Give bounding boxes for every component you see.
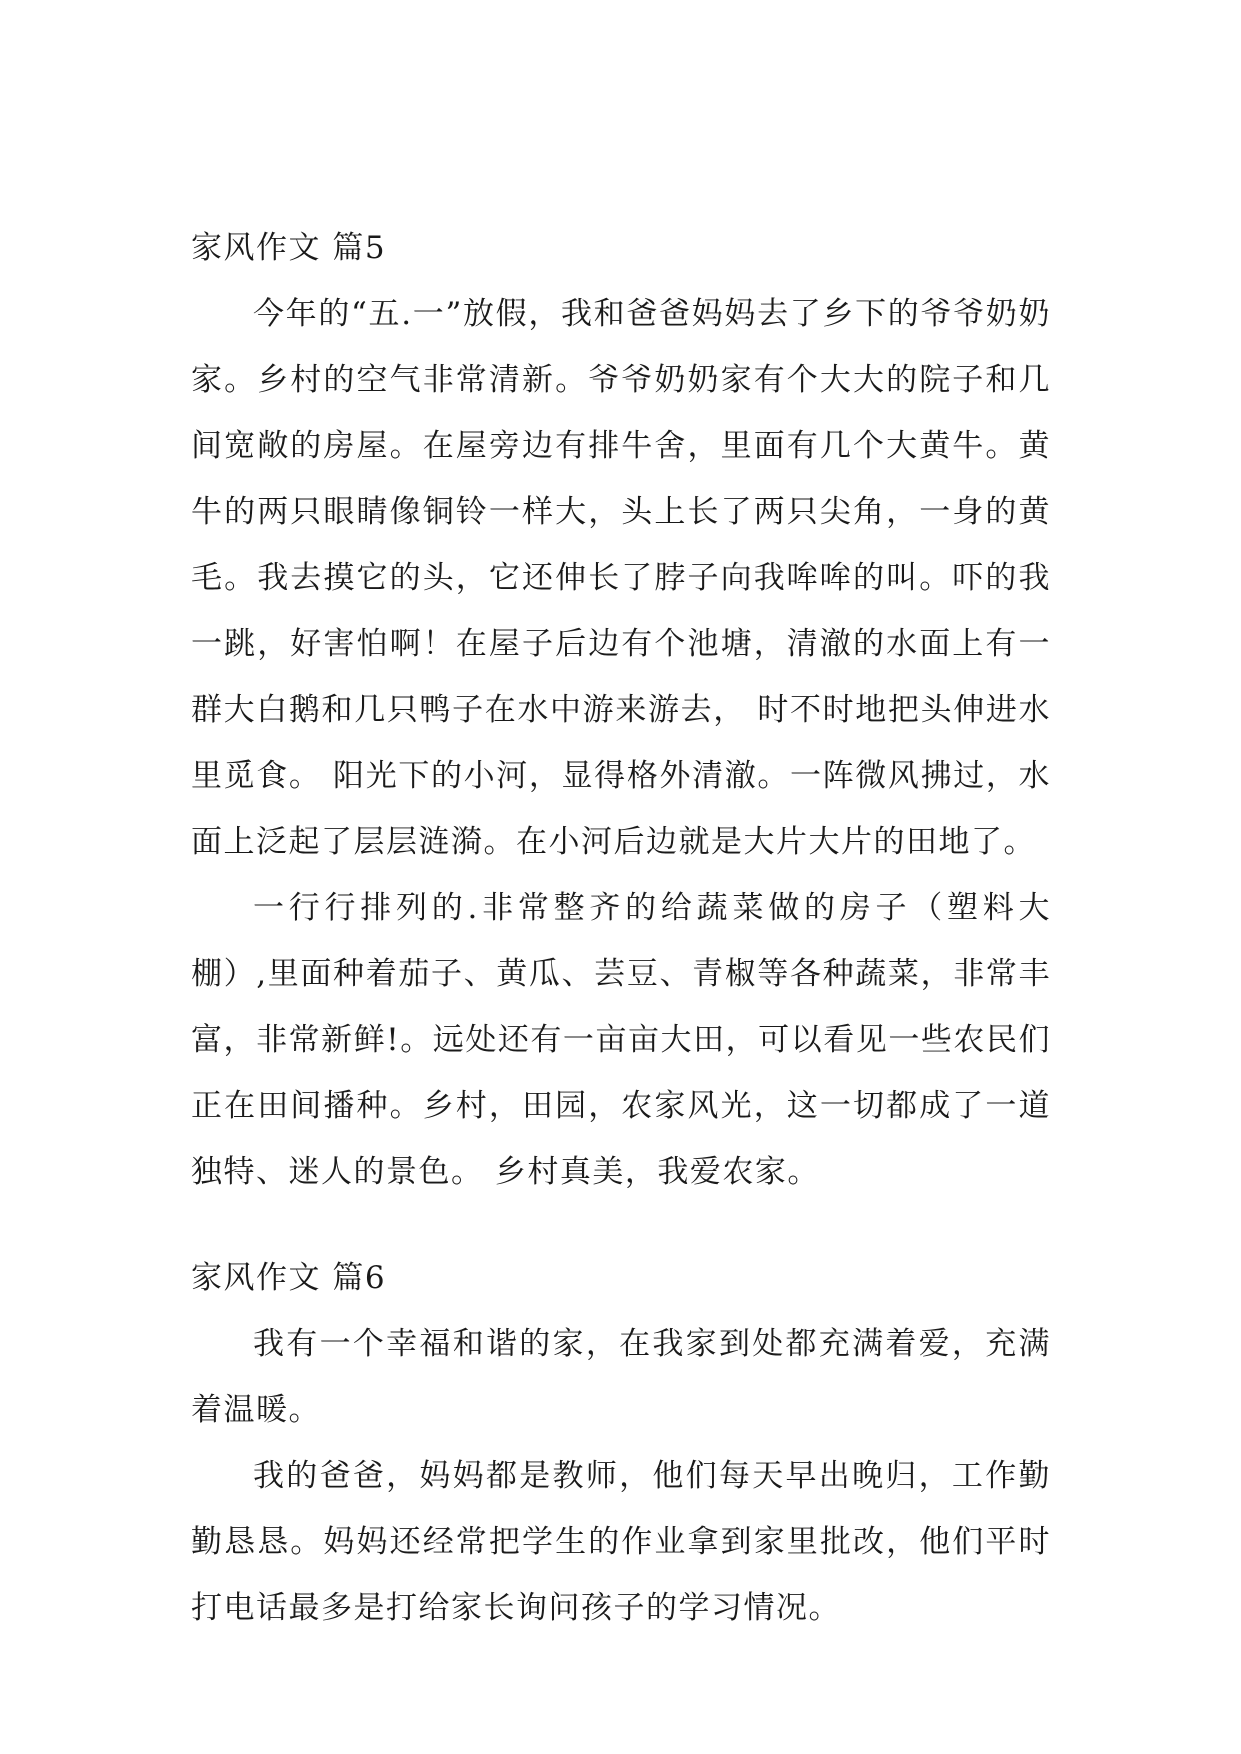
section-title: 家风作文 篇6 — [191, 1260, 387, 1296]
paragraph: 一行行排列的.非常整齐的给蔬菜做的房子（塑料大棚）,里面种着茄子、黄瓜、芸豆、青椒等各种蔬菜，非常丰富，非常新鲜!。远处还有一亩亩大田，可以看见一些农民们正在田间播种。乡村，田园，农家风光，这一切都成了一道独特、迷人的景色。 乡村真美，我爱农家。 — [191, 890, 1051, 1190]
section-title: 家风作文 篇5 — [191, 230, 387, 266]
essay-section-5 — [191, 215, 1051, 1205]
document-body — [191, 215, 1051, 1641]
essay-section-6 — [191, 1245, 1051, 1641]
paragraph: 我有一个幸福和谐的家，在我家到处都充满着爱，充满着温暖。 — [191, 1326, 1051, 1428]
paragraph: 我的爸爸，妈妈都是教师，他们每天早出晚归，工作勤勤恳恳。妈妈还经常把学生的作业拿到家里批改，他们平时打电话最多是打给家长询问孩子的学习情况。 — [191, 1458, 1051, 1626]
paragraph: 今年的“五.一”放假，我和爸爸妈妈去了乡下的爷爷奶奶家。乡村的空气非常清新。爷爷奶奶家有个大大的院子和几间宽敞的房屋。在屋旁边有排牛舍，里面有几个大黄牛。黄牛的两只眼睛像铜铃一样大，头上长了两只尖角，一身的黄毛。我去摸它的头，它还伸长了脖子向我哞哞的叫。吓的我一跳，好害怕啊！在屋子后边有个池塘，清澈的水面上有一群大白鹅和几只鸭子在水中游来游去， 时不时地把头伸进水里觅食。 阳光下的小河，显得格外清澈。一阵微风拂过，水面上泛起了层层涟漪。在小河后边就是大片大片的田地了。 — [191, 296, 1051, 860]
